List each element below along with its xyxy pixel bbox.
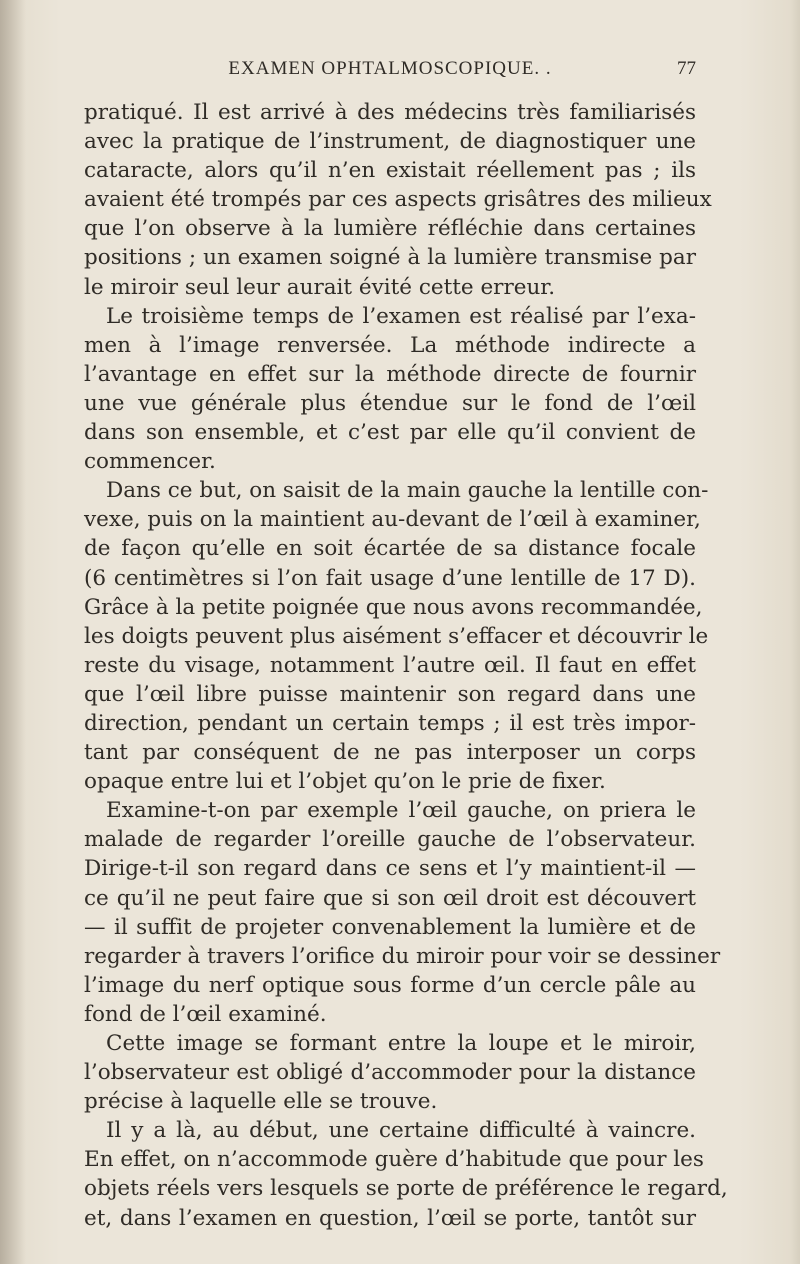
text-line: objets réels vers lesquels se porte de préférence le regard, [84, 1176, 728, 1202]
text-line: l’image du nerf optique sous forme d’un cercle pâle au [84, 972, 696, 998]
text-line: que l’œil libre puisse maintenir son regard dans une [84, 681, 696, 707]
text-line: malade de regarder l’oreille gauche de l’observateur. [84, 827, 696, 853]
text-line: Grâce à la petite poignée que nous avons recommandée, [84, 594, 703, 620]
text-line: positions ; un examen soigné à la lumière transmise par [84, 245, 696, 271]
text-line: regarder à travers l’orifice du miroir pour voir se dessiner [84, 943, 721, 969]
running-title: EXAMEN OPHTALMOSCOPIQUE. . [228, 58, 552, 79]
text-line: direction, pendant un certain temps ; il est très impor- [84, 710, 696, 736]
running-head [84, 58, 696, 88]
binding-shadow [0, 0, 26, 1264]
text-line: Dirige-t-il son regard dans ce sens et l’y maintient-il — [84, 856, 696, 882]
text-line: fond de l’œil examiné. [84, 1001, 327, 1027]
text-line: de façon qu’elle en soit écartée de sa distance focale [84, 536, 696, 562]
text-line: Le troisième temps de l’examen est réalisé par l’exa- [106, 303, 696, 329]
text-line: ce qu’il ne peut faire que si son œil droit est découvert [84, 885, 696, 911]
text-line: reste du visage, notamment l’autre œil. Il faut en effet [84, 652, 696, 678]
text-line: Cette image se formant entre la loupe et le miroir, [106, 1031, 696, 1056]
text-line: vexe, puis on la maintient au-devant de l’œil à examiner, [84, 507, 701, 533]
text-line: Examine-t-on par exemple l’œil gauche, on priera le [106, 798, 696, 824]
text-line: l’avantage en effet sur la méthode directe de fournir [84, 361, 696, 387]
text-line: (6 centimètres si l’on fait usage d’une lentille de 17 D). [84, 565, 696, 591]
text-line: tant par conséquent de ne pas interposer un corps [84, 740, 696, 766]
body-text [84, 98, 728, 1233]
text-line: que l’on observe à la lumière réfléchie dans certaines [84, 216, 696, 242]
text-line: En effet, on n’accommode guère d’habitude que pour les [84, 1147, 704, 1173]
text-line: les doigts peuvent plus aisément s’effacer et découvrir le [84, 623, 709, 649]
text-line: précise à laquelle elle se trouve. [84, 1089, 438, 1115]
text-line: le miroir seul leur aurait évité cette erreur. [84, 274, 556, 300]
text-line: opaque entre lui et l’objet qu’on le prie de fixer. [84, 769, 606, 795]
text-line: avaient été trompés par ces aspects grisâtres des milieux [84, 187, 712, 213]
text-line: Il y a là, au début, une certaine difficulté à vaincre. [106, 1118, 696, 1144]
text-line: cataracte, alors qu’il n’en existait réellement pas ; ils [84, 158, 696, 184]
text-line: une vue générale plus étendue sur le fond de l’œil [84, 390, 696, 416]
text-line: l’observateur est obligé d’accommoder pour la distance [84, 1060, 696, 1086]
text-line: et, dans l’examen en question, l’œil se porte, tantôt sur [84, 1205, 696, 1231]
text-line: pratiqué. Il est arrivé à des médecins très familiarisés [84, 100, 696, 125]
text-line: dans son ensemble, et c’est par elle qu’il convient de [84, 420, 696, 446]
text-line: avec la pratique de l’instrument, de diagnostiquer une [84, 129, 696, 155]
page-number: 77 [677, 58, 696, 79]
text-line: men à l’image renversée. La méthode indirecte a [84, 332, 696, 358]
text-line: commencer. [84, 449, 216, 475]
text-line: Dans ce but, on saisit de la main gauche la lentille con- [106, 478, 709, 504]
text-line: — il suffit de projeter convenablement la lumière et de [84, 914, 696, 940]
